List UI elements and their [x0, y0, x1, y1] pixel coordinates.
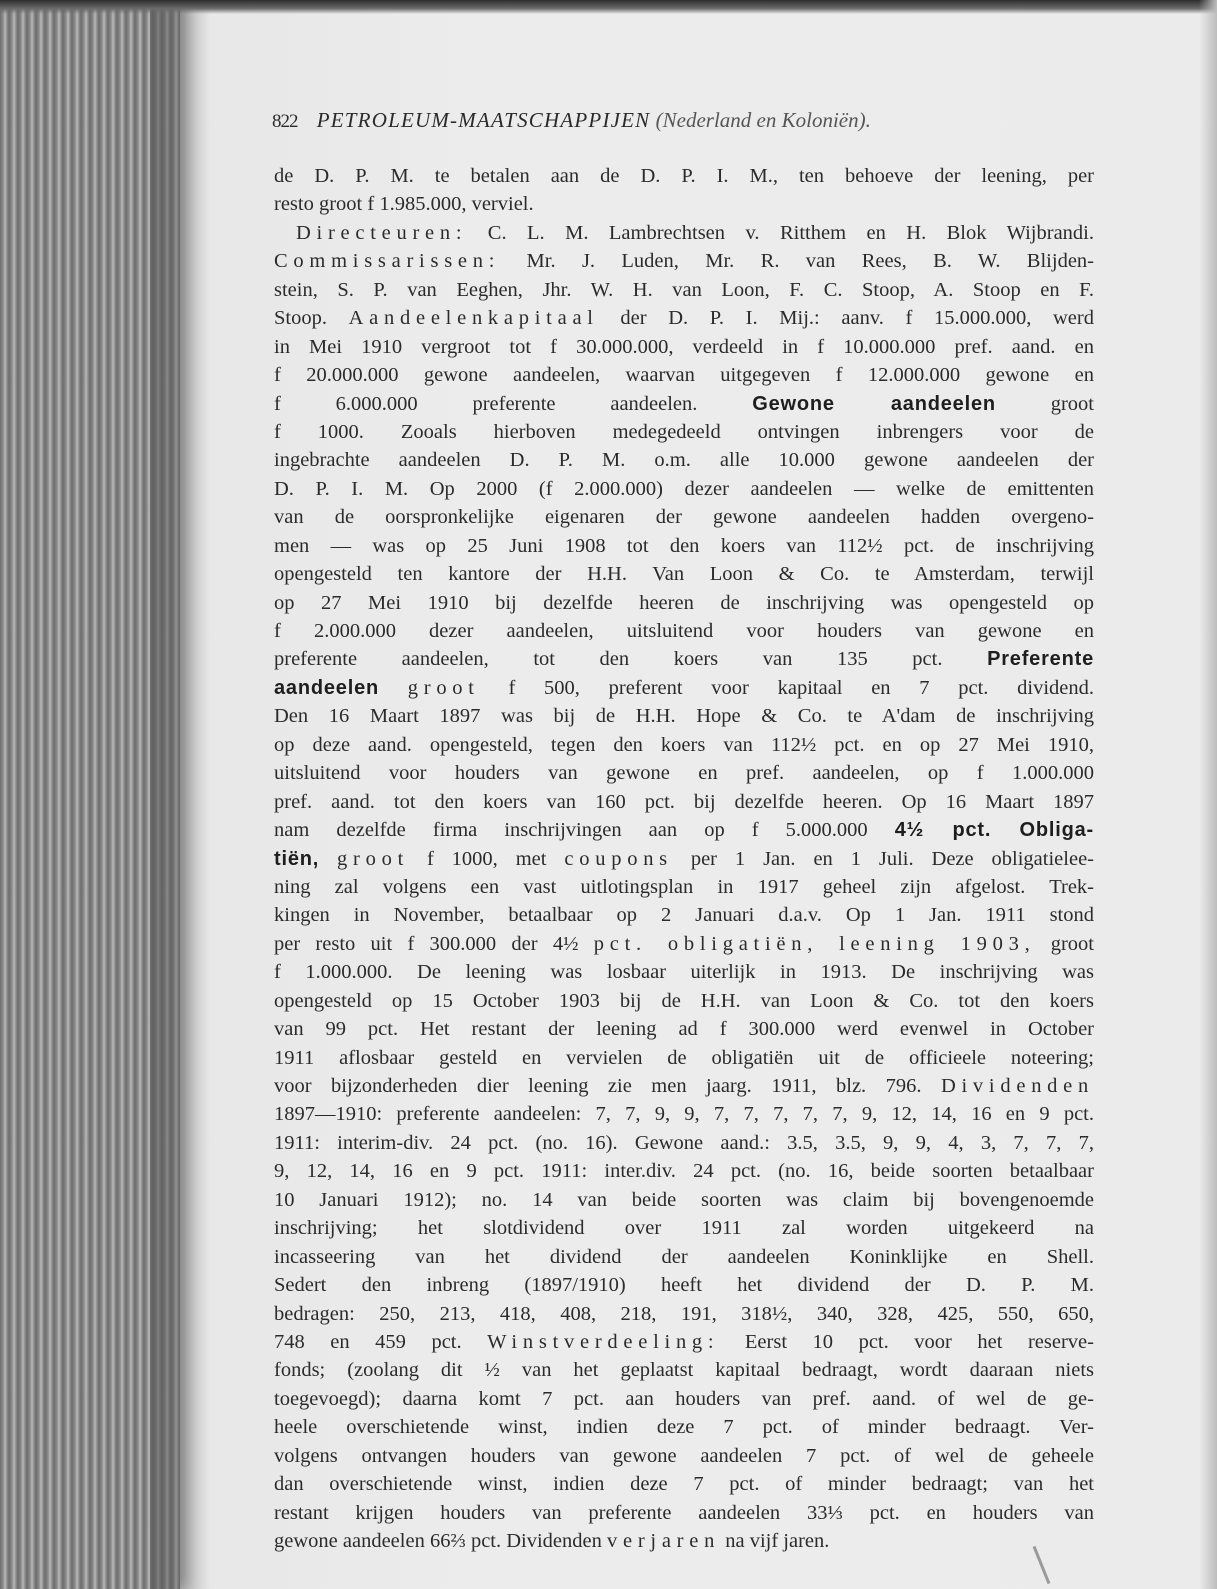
spaced-heading-text: Dividenden — [940, 1075, 1094, 1097]
text-line — [274, 560, 1094, 588]
text-segment: inschrijving; het slotdividend over 1911 zal worden uitgekeerd na — [274, 1217, 1094, 1240]
text-line — [274, 190, 1094, 218]
text-line — [274, 788, 1094, 816]
text-line — [274, 333, 1094, 361]
text-segment: van de oorspronkelijke eigenaren der gewone aandeelen hadden overgeno- — [274, 506, 1094, 529]
text-line — [274, 475, 1094, 503]
text-segment: 10 Januari 1912); no. 14 van beide soorten was claim bij bovengenoemde — [274, 1188, 1094, 1211]
spaced-heading-text: coupons — [564, 847, 673, 870]
text-segment: de D. P. M. te betalen aan de D. P. I. M., ten behoeve der leening, per — [274, 165, 1094, 187]
text-line — [274, 930, 1094, 958]
text-segment: D. P. I. M. Op 2000 (f 2.000.000) dezer aandeelen — welke de emittenten — [274, 477, 1094, 500]
top-edge-shadow — [0, 0, 1217, 14]
text-line — [274, 1300, 1094, 1328]
bold-heading-text: tiën, — [274, 847, 320, 870]
text-line — [274, 1157, 1094, 1185]
text-line — [274, 1214, 1094, 1242]
text-line — [274, 674, 1094, 702]
text-line — [274, 589, 1094, 617]
text-segment: f 6.000.000 preferente aandeelen. — [274, 392, 753, 415]
text-segment: van 99 pct. Het restant der leening ad f 300.000 werd evenwel in October — [274, 1018, 1094, 1041]
text-line — [274, 759, 1094, 787]
text-line — [274, 532, 1094, 560]
text-segment: per resto uit f 300.000 der 4½ — [274, 932, 594, 955]
text-segment: opengesteld ten kantore der H.H. Van Loon & Co. te Amsterdam, terwijl — [274, 563, 1094, 586]
text-line — [274, 702, 1094, 730]
text-line — [274, 503, 1094, 531]
text-segment: groot — [995, 392, 1094, 415]
spaced-heading-text: Commissarissen: — [274, 250, 501, 273]
text-line — [274, 446, 1094, 474]
text-line — [274, 390, 1094, 418]
text-line — [274, 901, 1094, 929]
text-segment: 748 en 459 pct. — [274, 1330, 488, 1353]
bold-heading-text: Gewone aandeelen — [752, 392, 996, 415]
text-segment: Den 16 Maart 1897 was bij de H.H. Hope & Co. te A'dam de inschrijving — [274, 705, 1094, 728]
text-line — [274, 873, 1094, 901]
bold-heading-text: aandeelen — [274, 676, 380, 699]
text-segment: f 20.000.000 gewone aandeelen, waarvan uitgegeven f 12.000.000 gewone en — [274, 364, 1094, 387]
spaced-heading-text: groot — [407, 676, 480, 699]
page-subtitle: (Nederland en Koloniën). — [655, 108, 871, 132]
right-edge-shadow — [1199, 0, 1217, 1589]
text-line — [274, 361, 1094, 389]
text-line — [274, 1015, 1094, 1043]
text-segment: restant krijgen houders van preferente aandeelen 33⅓ pct. en houders van — [274, 1501, 1094, 1524]
text-line — [274, 645, 1094, 673]
text-segment: in Mei 1910 vergroot tot f 30.000.000, verdeeld in f 10.000.000 pref. aand. en — [274, 335, 1094, 358]
text-segment: na vijf jaren. — [720, 1530, 830, 1552]
text-segment: f 500, preferent voor kapitaal en 7 pct. dividend. — [479, 676, 1094, 699]
text-line — [274, 304, 1094, 332]
spaced-heading-text: Winstverdeeling: — [487, 1330, 720, 1353]
text-line — [274, 1100, 1094, 1128]
text-segment: men — was op 25 Juni 1908 tot den koers van 112½ pct. de inschrijving — [274, 534, 1094, 557]
text-line — [274, 845, 1094, 873]
text-line — [274, 1385, 1094, 1413]
text-line — [274, 987, 1094, 1015]
gutter-shadow — [150, 0, 210, 1589]
text-segment: gewone aandeelen 66⅔ pct. Dividenden — [274, 1530, 608, 1552]
text-segment: 9, 12, 14, 16 en 9 pct. 1911: inter.div. 24 pct. (no. 16, beide soorten betaalbaar — [274, 1160, 1094, 1183]
text-line — [274, 1271, 1094, 1299]
text-line — [274, 1442, 1094, 1470]
text-line — [274, 219, 1094, 247]
text-segment: voor bijzonderheden dier leening zie men jaarg. 1911, blz. 796. — [274, 1075, 941, 1097]
text-line — [274, 1044, 1094, 1072]
text-segment: ning zal volgens een vast uitlotingsplan in 1917 geheel zijn afgelost. Trek- — [274, 875, 1094, 898]
text-line — [274, 1328, 1094, 1356]
text-segment: toegevoegd); daarna komt 7 pct. aan houders van pref. aand. of wel de ge- — [274, 1387, 1094, 1410]
text-segment: nam dezelfde firma inschrijvingen aan op f 5.000.000 — [274, 819, 895, 842]
text-segment: dan overschietende winst, indien deze 7 pct. of minder bedraagt; van het — [274, 1473, 1094, 1496]
text-segment: incasseering van het dividend der aandeelen Koninklijke en Shell. — [274, 1245, 1094, 1268]
page-number: 822 — [272, 111, 298, 132]
text-segment: f 1000, met — [409, 847, 565, 870]
text-segment: Mr. J. Luden, Mr. R. van Rees, B. W. Blijden- — [500, 250, 1094, 273]
text-segment: Sedert den inbreng (1897/1910) heeft het dividend der D. P. M. — [274, 1274, 1094, 1297]
text-line — [274, 1470, 1094, 1498]
text-segment: op deze aand. opengesteld, tegen den koers van 112½ pct. en op 27 Mei 1910, — [274, 733, 1094, 756]
text-line — [274, 1356, 1094, 1384]
text-segment: f 1000. Zooals hierboven medegedeeld ontvingen inbrengers voor de — [274, 420, 1094, 443]
text-segment: pref. aand. tot den koers van 160 pct. bij dezelfde heeren. Op 16 Maart 1897 — [274, 790, 1094, 813]
spaced-heading-text: Directeuren: — [296, 221, 468, 244]
spaced-heading-text: pct. obligatiën, leening 1903, — [593, 932, 1036, 955]
body-text — [274, 162, 1094, 1555]
text-segment: 1897—1910: preferente aandeelen: 7, 7, 9, 9, 7, 7, 7, 7, 7, 9, 12, 14, 16 en 9 pct. — [274, 1103, 1094, 1126]
text-line — [274, 816, 1094, 844]
spaced-heading-text: groot — [337, 847, 410, 870]
text-segment: f 1.000.000. De leening was losbaar uiterlijk in 1913. De inschrijving was — [274, 961, 1094, 984]
text-segment: op 27 Mei 1910 bij dezelfde heeren de inschrijving was opengesteld op — [274, 591, 1094, 614]
text-line — [274, 731, 1094, 759]
text-segment: preferente aandeelen, tot den koers van 135 pct. — [274, 648, 988, 671]
text-line — [274, 958, 1094, 986]
text-segment: C. L. M. Lambrechtsen v. Ritthem en H. Blok Wijbrandi. — [467, 221, 1094, 244]
text-segment: bedragen: 250, 213, 418, 408, 218, 191, 318½, 340, 328, 425, 550, 650, — [274, 1302, 1094, 1325]
spaced-heading-text: verjaren — [607, 1530, 721, 1552]
text-segment: ingebrachte aandeelen D. P. M. o.m. alle 10.000 gewone aandeelen der — [274, 449, 1094, 472]
text-line — [274, 617, 1094, 645]
text-line — [274, 418, 1094, 446]
text-line — [274, 1129, 1094, 1157]
text-segment: volgens ontvangen houders van gewone aandeelen 7 pct. of wel de geheele — [274, 1444, 1094, 1467]
text-line — [274, 1186, 1094, 1214]
text-segment: Eerst 10 pct. voor het reserve- — [719, 1330, 1094, 1353]
text-line — [274, 1499, 1094, 1527]
text-segment: 1911 aflosbaar gesteld en vervielen de obligatiën uit de officieele noteering; — [274, 1046, 1094, 1069]
text-segment — [379, 677, 408, 699]
text-segment: fonds; (zoolang dit ½ van het geplaatst kapitaal bedraagt, wordt daaraan niets — [274, 1359, 1094, 1382]
bold-heading-text: 4½ pct. Obliga- — [894, 819, 1095, 842]
text-line — [274, 1072, 1094, 1100]
page-title: PETROLEUM-MAATSCHAPPIJEN — [316, 108, 651, 132]
text-segment: resto groot f 1.985.000, verviel. — [274, 193, 534, 216]
text-segment: heele overschietende winst, indien deze 7 pct. of minder bedraagt. Ver- — [274, 1416, 1094, 1439]
spaced-heading-text: Aandeelenkapitaal — [348, 307, 599, 330]
text-line — [274, 1527, 1094, 1555]
text-segment: der D. P. I. Mij.: aanv. f 15.000.000, werd — [598, 307, 1094, 330]
text-segment: per 1 Jan. en 1 Juli. Deze obligatielee- — [672, 847, 1094, 870]
text-line — [274, 1243, 1094, 1271]
text-segment: stein, S. P. van Eeghen, Jhr. W. H. van Loon, F. C. Stoop, A. Stoop en F. — [274, 278, 1094, 301]
running-header — [272, 108, 1102, 133]
text-line — [274, 1413, 1094, 1441]
text-line — [274, 276, 1094, 304]
text-line — [274, 247, 1094, 275]
text-segment: 1911: interim-div. 24 pct. (no. 16). Gewone aand.: 3.5, 3.5, 9, 9, 4, 3, 7, 7, 7, — [274, 1131, 1094, 1154]
text-segment — [319, 848, 337, 870]
text-segment: groot — [1035, 932, 1094, 955]
text-segment: uitsluitend voor houders van gewone en pref. aandeelen, op f 1.000.000 — [274, 762, 1094, 785]
text-segment: f 2.000.000 dezer aandeelen, uitsluitend voor houders van gewone en — [274, 620, 1094, 642]
text-segment: Stoop. — [274, 307, 349, 330]
text-line — [274, 162, 1094, 190]
text-segment: opengesteld op 15 October 1903 bij de H.H. van Loon & Co. tot den koers — [274, 989, 1094, 1012]
text-segment: kingen in November, betaalbaar op 2 Januari d.a.v. Op 1 Jan. 1911 stond — [274, 904, 1094, 927]
bold-heading-text: Preferente — [987, 648, 1094, 671]
